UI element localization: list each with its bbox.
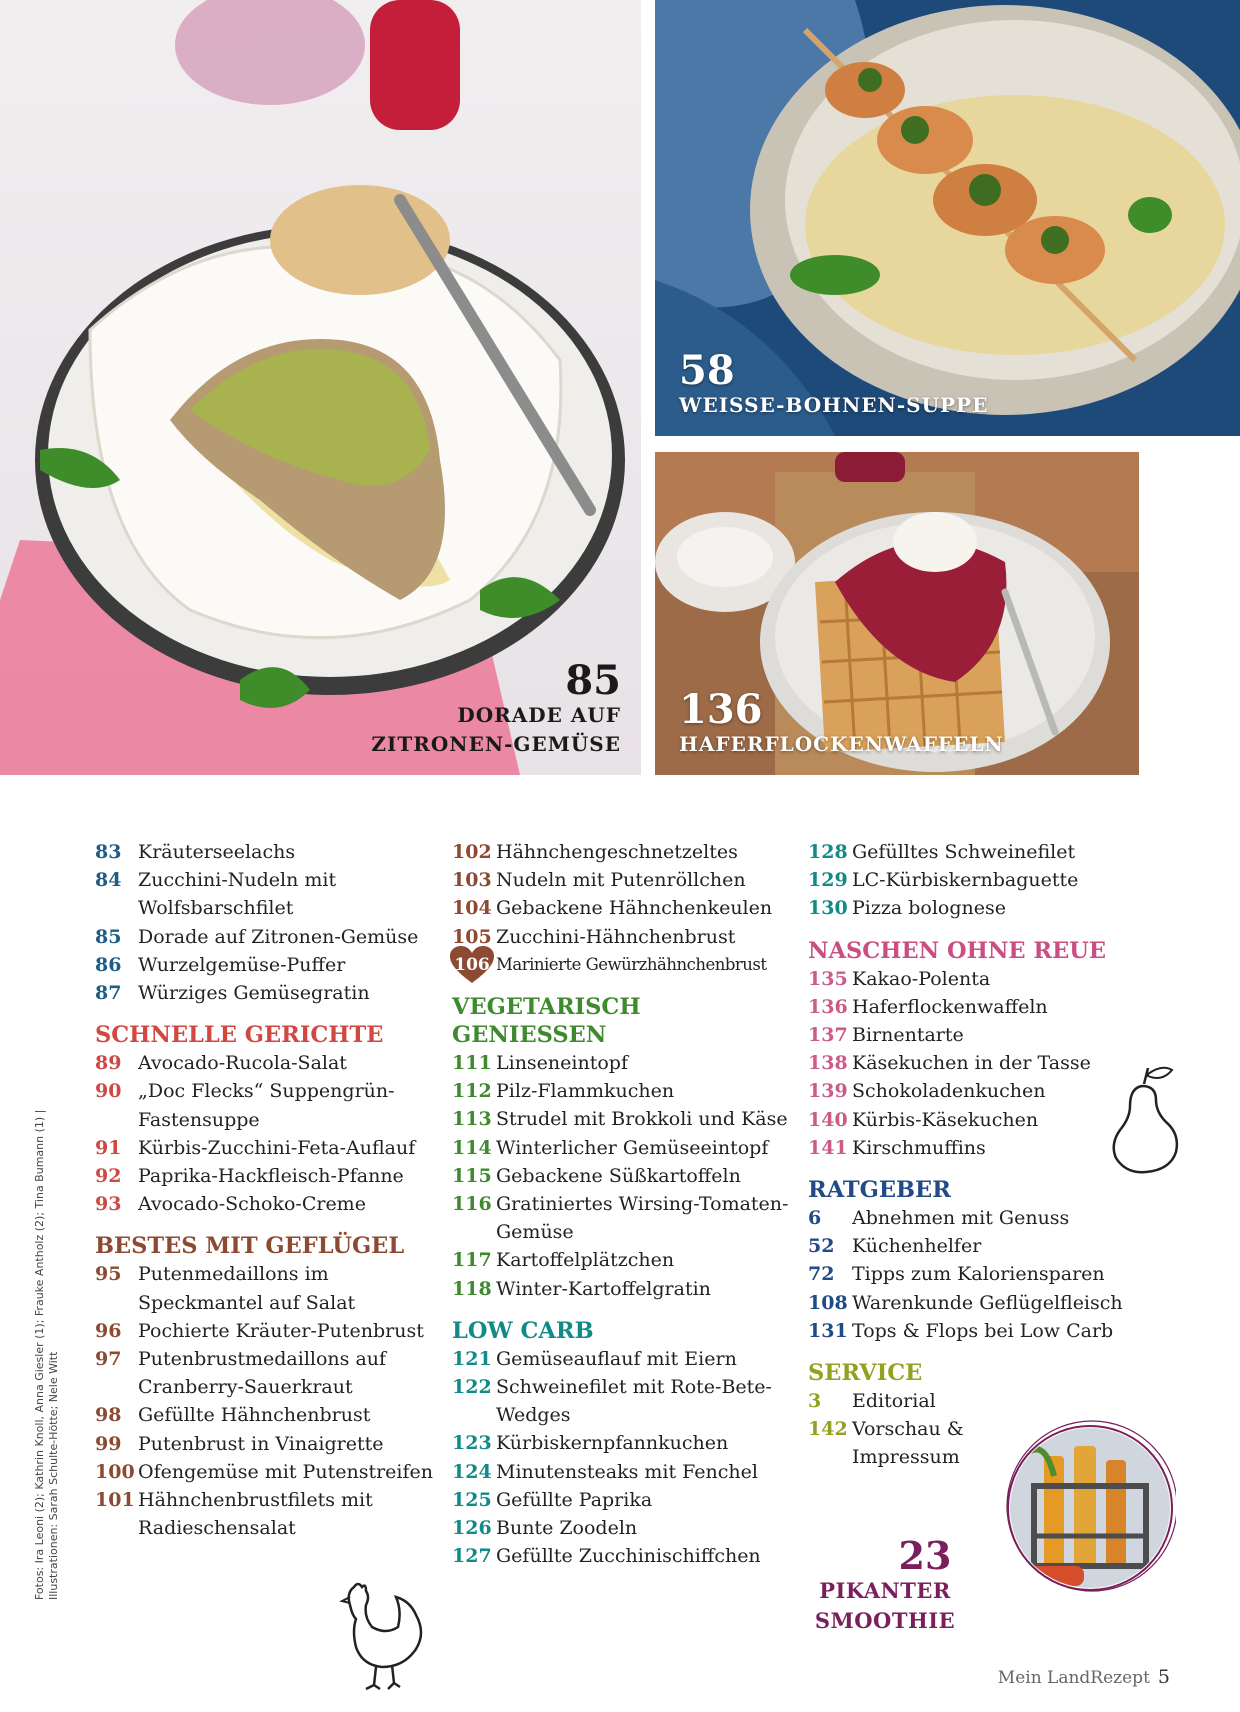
toc-title: Strudel mit Brokkoli und Käse: [496, 1108, 788, 1131]
pear-icon: [1108, 1064, 1182, 1176]
toc-title: Putenbrustmedaillons auf Cranberry-Sauerkraut: [138, 1348, 387, 1399]
toc-page-number: 111: [452, 1052, 492, 1075]
toc-page-number: 85: [95, 925, 122, 948]
toc-title: Haferflockenwaffeln: [852, 995, 1048, 1018]
toc-item[interactable]: [95, 1430, 440, 1458]
toc-title: Würziges Gemüsegratin: [138, 982, 370, 1005]
photo-bohnen-suppe: [655, 0, 1240, 436]
toc-title: Gefülltes Schweinefilet: [852, 841, 1076, 863]
photo-haferflockenwaffeln: [655, 452, 1139, 775]
credits-line1: Fotos: Ira Leoni (2); Kathrin Knoll, Anna Giesler (1); Frauke Antholz (2); Tina Bumann (1) |: [33, 1109, 46, 1600]
toc-page-number: 130: [808, 897, 848, 920]
toc-item[interactable]: [808, 838, 1153, 866]
toc-title: Putenbrust in Vinaigrette: [138, 1432, 384, 1455]
toc-item[interactable]: [452, 1373, 797, 1429]
toc-title: Schokoladenkuchen: [852, 1080, 1046, 1103]
toc-column-3: [808, 838, 1153, 1472]
toc-item[interactable]: [808, 1317, 1153, 1345]
toc-title: Hähnchenbrustfilets mit Radieschensalat: [138, 1489, 373, 1540]
toc-title: Winterlicher Gemüseeintopf: [496, 1136, 769, 1159]
toc-item[interactable]: [452, 1190, 797, 1246]
toc-page-number: 96: [95, 1319, 122, 1342]
heart-badge: [452, 951, 496, 979]
toc-item[interactable]: [95, 1190, 440, 1218]
toc-title: Nudeln mit Putenröllchen: [496, 869, 746, 892]
toc-title: Winter-Kartoffelgratin: [496, 1277, 711, 1300]
toc-page-number: 124: [452, 1460, 492, 1483]
toc-item[interactable]: [95, 1486, 440, 1542]
toc-title: Editorial: [852, 1390, 936, 1413]
toc-item[interactable]: [808, 1134, 1153, 1162]
toc-page-number: 93: [95, 1193, 122, 1216]
toc-page-number: 90: [95, 1080, 122, 1103]
toc-column-1: [95, 838, 440, 1542]
toc-title: Ofengemüse mit Putenstreifen: [138, 1460, 433, 1483]
toc-page-number: 139: [808, 1080, 848, 1103]
toc-title: Birnentarte: [852, 1024, 964, 1047]
toc-column-2: [452, 838, 797, 1570]
toc-item[interactable]: [452, 1049, 797, 1077]
toc-group-naschen: [808, 965, 1153, 1162]
section-heading-low-carb: LOW CARB: [452, 1317, 594, 1344]
toc-item[interactable]: [452, 1542, 797, 1570]
toc-title: Küchenhelfer: [852, 1235, 982, 1258]
magazine-name: Mein LandRezept: [997, 1668, 1150, 1688]
toc-group-service: [808, 1387, 978, 1472]
toc-title: Gefüllte Paprika: [496, 1488, 653, 1511]
toc-item[interactable]: [95, 951, 440, 979]
toc-item[interactable]: [808, 866, 1153, 894]
toc-title: Tipps zum Kaloriensparen: [852, 1263, 1105, 1286]
section-heading-schnelle-gerichte: SCHNELLE GERICHTE: [95, 1022, 384, 1049]
toc-page-number: 125: [452, 1488, 492, 1511]
toc-page-number: 115: [452, 1164, 492, 1187]
toc-title: Gefüllte Zucchinischiffchen: [496, 1545, 761, 1568]
toc-title: Pilz-Flammkuchen: [496, 1080, 675, 1103]
toc-item[interactable]: [452, 923, 797, 951]
caption-title-line1: DORADE AUF: [457, 703, 621, 727]
toc-page-number: 113: [452, 1108, 492, 1131]
toc-group-schnelle: [95, 1049, 440, 1218]
toc-group-low-carb: [452, 1345, 797, 1571]
toc-item[interactable]: [95, 923, 440, 951]
toc-item[interactable]: [95, 1345, 440, 1401]
chicken-icon: [336, 1575, 428, 1693]
toc-page-number: 91: [95, 1136, 122, 1159]
toc-group-ratgeber: [808, 1204, 1153, 1345]
toc-title: Pizza bolognese: [852, 897, 1007, 920]
caption-title-line1: PIKANTER: [819, 1578, 951, 1603]
toc-item[interactable]: [95, 866, 440, 922]
toc-page-number: 97: [95, 1348, 122, 1371]
toc-title: Schweinefilet mit Rote-Bete-Wedges: [496, 1376, 772, 1427]
section-heading-naschen-ohne-reue: NASCHEN OHNE REUE: [808, 937, 1107, 964]
toc-item[interactable]: [452, 1429, 797, 1457]
toc-page-number: 121: [452, 1347, 492, 1370]
toc-page-number: 102: [452, 841, 492, 863]
toc-item[interactable]: [452, 894, 797, 922]
toc-item[interactable]: [452, 1514, 797, 1542]
toc-page-number: 108: [808, 1291, 848, 1314]
toc-title: Bunte Zoodeln: [496, 1517, 638, 1540]
toc-page-number: 135: [808, 967, 848, 990]
section-heading-ratgeber: RATGEBER: [808, 1177, 951, 1204]
smoothie-photo-circle: [1004, 1416, 1176, 1600]
toc-item[interactable]: [95, 979, 440, 1007]
toc-title: Avocado-Rucola-Salat: [138, 1052, 347, 1075]
toc-page-number: 72: [808, 1263, 835, 1286]
toc-title: Kürbis-Zucchini-Feta-Auflauf: [138, 1136, 416, 1159]
toc-item[interactable]: [95, 1049, 440, 1077]
toc-item[interactable]: [452, 1246, 797, 1274]
toc-title: Linseneintopf: [496, 1052, 628, 1075]
toc-title: Kakao-Polenta: [852, 967, 991, 990]
toc-title: Gemüseauflauf mit Eiern: [496, 1347, 737, 1370]
toc-item[interactable]: [808, 1077, 1153, 1105]
toc-item[interactable]: [808, 894, 1153, 922]
toc-page-number: 137: [808, 1024, 848, 1047]
toc-item[interactable]: [452, 1105, 797, 1133]
toc-page-number: 136: [808, 995, 848, 1018]
toc-page-number: 129: [808, 869, 848, 892]
toc-title: „Doc Flecks“ Suppengrün-Fastensuppe: [138, 1080, 395, 1131]
toc-item[interactable]: [95, 1134, 440, 1162]
toc-group-fish: [95, 838, 440, 1007]
toc-title: Dorade auf Zitronen-Gemüse: [138, 925, 419, 948]
photo-dorade: [0, 0, 641, 775]
toc-item[interactable]: [452, 1162, 797, 1190]
toc-page-number: 106: [454, 954, 490, 975]
caption-bohnen: [679, 347, 989, 420]
toc-item[interactable]: [95, 1260, 440, 1316]
toc-item[interactable]: [452, 1486, 797, 1514]
toc-title: Kirschmuffins: [852, 1136, 986, 1159]
toc-title: Kräuterseelachs: [138, 841, 296, 863]
toc-page-number: 101: [95, 1489, 135, 1512]
caption-page-number: 85: [565, 657, 621, 704]
toc-item[interactable]: [808, 1204, 1153, 1232]
toc-item[interactable]: [95, 838, 440, 866]
toc-page-number: 3: [808, 1390, 822, 1413]
toc-title: Zucchini-Nudeln mit Wolfsbarschfilet: [138, 869, 337, 920]
toc-title: Vorschau & Impressum: [852, 1418, 964, 1469]
photo-credits: [33, 1060, 61, 1600]
toc-item[interactable]: [452, 1275, 797, 1303]
toc-title: Gefüllte Hähnchenbrust: [138, 1404, 371, 1427]
page-footer: [998, 1666, 1170, 1688]
toc-item[interactable]: [808, 1021, 1153, 1049]
toc-page-number: 99: [95, 1432, 122, 1455]
caption-waffeln: [679, 686, 1004, 759]
toc-page-number: 6: [808, 1207, 822, 1230]
toc-page-number: 114: [452, 1136, 492, 1159]
toc-group-vegetarisch: [452, 1049, 797, 1303]
toc-page-number: 98: [95, 1404, 122, 1427]
toc-group-low-carb-cont: [808, 838, 1153, 923]
toc-page-number: 140: [808, 1108, 848, 1131]
toc-title: LC-Kürbiskernbaguette: [852, 869, 1079, 892]
caption-smoothie: [795, 1533, 975, 1636]
dorade-illustration: [0, 0, 641, 775]
toc-page-number: 122: [452, 1376, 492, 1399]
toc-item[interactable]: [808, 1260, 1153, 1288]
toc-item[interactable]: [808, 1106, 1153, 1134]
credits-line2: Illustrationen: Sarah Schulte-Hötte; Nele Witt: [47, 1351, 60, 1600]
toc-title: Pochierte Kräuter-Putenbrust: [138, 1319, 424, 1342]
toc-page-number: 95: [95, 1263, 122, 1286]
toc-page-number: 83: [95, 841, 122, 863]
caption-title: HAFERFLOCKENWAFFELN: [679, 732, 1004, 756]
toc-item[interactable]: [808, 1049, 1153, 1077]
toc-page-number: 117: [452, 1249, 492, 1272]
toc-title: Gratiniertes Wirsing-Tomaten-Gemüse: [496, 1193, 789, 1244]
toc-page-number: 92: [95, 1165, 122, 1188]
toc-item[interactable]: [808, 1232, 1153, 1260]
caption-title-line2: SMOOTHIE: [814, 1608, 956, 1633]
toc-item[interactable]: [95, 1077, 440, 1133]
toc-item[interactable]: [95, 1458, 440, 1486]
caption-title: WEISSE-BOHNEN-SUPPE: [679, 393, 989, 417]
toc-page-number: 105: [452, 925, 492, 948]
toc-item[interactable]: [808, 965, 1153, 993]
toc-item[interactable]: [452, 1345, 797, 1373]
section-heading-bestes-mit-gefluegel: BESTES MIT GEFLÜGEL: [95, 1233, 405, 1260]
toc-item[interactable]: [808, 1289, 1153, 1317]
toc-title: Kürbis-Käsekuchen: [852, 1108, 1039, 1131]
toc-page-number: 126: [452, 1517, 492, 1540]
toc-page-number: 127: [452, 1545, 492, 1568]
toc-page-number: 100: [95, 1460, 135, 1483]
toc-page-number: 103: [452, 869, 492, 892]
section-heading-vegetarisch: [452, 993, 797, 1049]
toc-item[interactable]: [452, 1458, 797, 1486]
toc-page-number: 87: [95, 982, 122, 1005]
toc-page-number: 116: [452, 1193, 492, 1216]
toc-title: Abnehmen mit Genuss: [852, 1207, 1070, 1230]
toc-item[interactable]: [452, 1134, 797, 1162]
toc-title: Warenkunde Geflügelfleisch: [852, 1291, 1123, 1314]
caption-page-number: 58: [679, 347, 735, 394]
toc-page-number: 131: [808, 1319, 848, 1342]
toc-page-number: 141: [808, 1136, 848, 1159]
toc-item[interactable]: [452, 1077, 797, 1105]
toc-title: Gebackene Hähnchenkeulen: [496, 897, 773, 920]
toc-page-number: 89: [95, 1052, 122, 1075]
toc-item[interactable]: [95, 1162, 440, 1190]
toc-page-number: 142: [808, 1418, 848, 1441]
toc-group-gefluegel: [95, 1260, 440, 1542]
toc-title: Kartoffelplätzchen: [496, 1249, 675, 1272]
toc-page-number: 104: [452, 897, 492, 920]
toc-title: Zucchini-Hähnchenbrust: [496, 925, 736, 948]
toc-title: Kürbiskernpfannkuchen: [496, 1432, 729, 1455]
heading-line2: GENIESSEN: [452, 1022, 607, 1049]
toc-item[interactable]: [808, 1415, 978, 1471]
toc-title: Minutensteaks mit Fenchel: [496, 1460, 758, 1483]
caption-dorade: [371, 657, 621, 759]
toc-page-number: 118: [452, 1277, 492, 1300]
toc-item[interactable]: [452, 838, 797, 866]
toc-page-number: 112: [452, 1080, 492, 1103]
toc-page-number: 84: [95, 869, 122, 892]
toc-item[interactable]: [95, 1401, 440, 1429]
toc-title: Käsekuchen in der Tasse: [852, 1052, 1091, 1075]
caption-page-number: 136: [679, 686, 763, 733]
toc-page-number: 52: [808, 1235, 835, 1258]
toc-item[interactable]: [95, 1317, 440, 1345]
toc-title: Hähnchengeschnetzeltes: [496, 841, 738, 863]
toc-title: Gebackene Süßkartoffeln: [496, 1164, 741, 1187]
toc-title: Tops & Flops bei Low Carb: [852, 1319, 1114, 1342]
heading-line1: VEGETARISCH: [452, 994, 641, 1021]
toc-item-featured[interactable]: [452, 951, 797, 979]
toc-title: Paprika-Hackfleisch-Pfanne: [138, 1165, 404, 1188]
section-heading-service: SERVICE: [808, 1360, 923, 1387]
toc-title: Marinierte Gewürzhähnchenbrust: [496, 954, 767, 974]
toc-page-number: 138: [808, 1052, 848, 1075]
toc-item[interactable]: [452, 866, 797, 894]
caption-page-number: 23: [898, 1533, 952, 1578]
toc-page-number: 123: [452, 1432, 492, 1455]
toc-group-gefluegel-cont: [452, 838, 797, 979]
caption-title-line2: ZITRONEN-GEMÜSE: [371, 732, 621, 756]
toc-item[interactable]: [808, 1387, 978, 1415]
toc-title: Putenmedaillons im Speckmantel auf Salat: [138, 1263, 356, 1314]
toc-item[interactable]: [808, 993, 1153, 1021]
toc-page-number: 86: [95, 953, 122, 976]
toc-page-number: 128: [808, 841, 848, 863]
toc-title: Wurzelgemüse-Puffer: [138, 953, 346, 976]
page-number: 5: [1157, 1666, 1170, 1688]
toc-title: Avocado-Schoko-Creme: [138, 1193, 366, 1216]
